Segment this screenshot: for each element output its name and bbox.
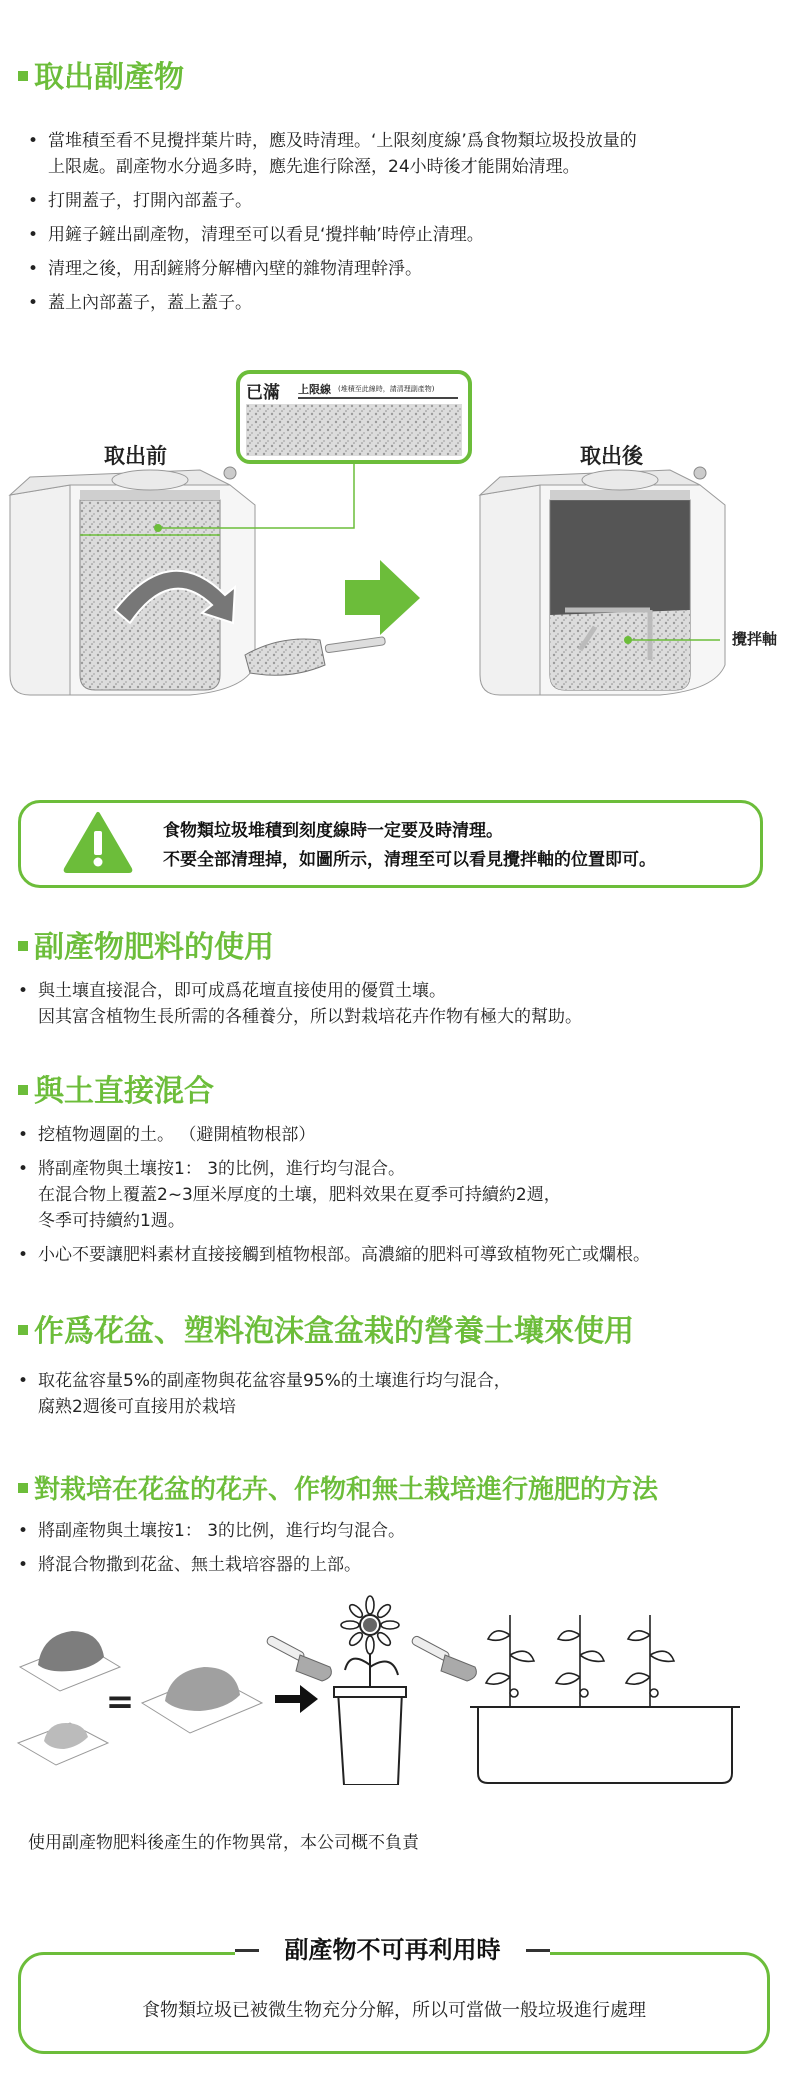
list-item: • 與土壤直接混合，即可成爲花壇直接使用的優質土壤。 因其富含植物生長所需的各種養分，所以對栽培花卉作物有極大的幫助。: [18, 978, 758, 1030]
section3-bullet-list: [18, 1122, 758, 1276]
section4-bullet-list: [18, 1368, 758, 1428]
full-label: 已滿: [246, 383, 280, 403]
title-square-icon: [18, 1483, 28, 1493]
equals-sign: =: [105, 1682, 135, 1722]
before-label: 取出前: [104, 444, 167, 468]
warning-box: [18, 800, 763, 888]
title-square-icon: [18, 1085, 28, 1095]
after-label: 取出後: [580, 444, 643, 468]
full-level-callout: [236, 370, 472, 464]
limit-line-label: 上限線: [298, 383, 331, 396]
section2-bullet-list: [18, 978, 758, 1038]
warning-triangle-icon: [63, 811, 133, 873]
arrow-right-icon: [275, 1685, 318, 1713]
section-title-fertilizer-usage: 副產物肥料的使用: [18, 928, 274, 968]
section-title-potting-soil: 作爲花盆、塑料泡沫盒盆栽的營養土壤來使用: [18, 1312, 634, 1352]
title-square-icon: [18, 71, 28, 81]
list-item: • 將副產物與土壤按1： 3的比例，進行均勻混合。: [18, 1518, 758, 1544]
list-item: • 小心不要讓肥料素材直接接觸到植物根部。高濃縮的肥料可導致植物死亡或爛根。: [18, 1242, 758, 1268]
next-arrow-icon: [345, 560, 420, 635]
trowel-icon: [411, 1635, 477, 1681]
limit-line: [298, 397, 458, 399]
planter-box-icon: [470, 1615, 740, 1783]
callout-texture: [246, 404, 462, 456]
list-item: • 用鏟子鏟出副產物，清理至可以看見‘攪拌軸’時停止清理。: [28, 222, 768, 248]
scoop-icon: [245, 637, 386, 676]
title-square-icon: [18, 1325, 28, 1335]
list-item: • 挖植物週圍的土。 （避開植物根部）: [18, 1122, 758, 1148]
callout-connector: [0, 460, 400, 540]
warning-text: 食物類垃圾堆積到刻度線時一定要及時清理。 不要全部清理掉，如圖所示，清理至可以看見攪拌軸的位置即可。: [163, 821, 656, 870]
list-item: • 當堆積至看不見攪拌葉片時，應及時清理。‘上限刻度線’爲食物類垃圾投放量的 上限處。副產物水分過多時，應先進行除溼，24小時後才能開始清理。: [28, 128, 768, 180]
section-title-remove-byproduct: 取出副產物: [18, 58, 184, 98]
section1-bullet-list: [28, 128, 768, 324]
byproduct-pile-icon: [18, 1723, 108, 1765]
section-title-fertilizing-method: 對栽培在花盆的花卉、作物和無土栽培進行施肥的方法: [18, 1470, 658, 1510]
section5-bullet-list: [18, 1518, 758, 1586]
trowel-icon: [266, 1635, 332, 1681]
agitator-label: 攪拌軸: [732, 630, 778, 648]
list-item: • 清理之後，用刮鏟將分解槽內壁的雜物清理幹淨。: [28, 256, 768, 282]
final-note-title: 副產物不可再利用時: [235, 1928, 550, 1972]
final-note-text: 食物類垃圾已被微生物充分分解，所以可當做一般垃圾進行處理: [142, 2000, 646, 2021]
limit-line-note: (堆積至此線時，請清理副產物): [338, 385, 435, 393]
machine-after: [480, 467, 725, 695]
mixing-diagram: [0, 1595, 790, 1785]
disclaimer-text: 使用副產物肥料後產生的作物異常，本公司概不負責: [28, 1833, 419, 1853]
list-item: • 將副產物與土壤按1： 3的比例，進行均勻混合。 在混合物上覆蓋2~3厘米厚度的土壤，肥料效果在夏季可持續約2週， 冬季可持續約1週。: [18, 1156, 758, 1234]
list-item: • 取花盆容量5%的副產物與花盆容量95%的土壤進行均勻混合， 腐熟2週後可直接用於栽培: [18, 1368, 758, 1420]
list-item: • 將混合物撒到花盆、無土栽培容器的上部。: [18, 1552, 758, 1578]
list-item: • 蓋上內部蓋子，蓋上蓋子。: [28, 290, 768, 316]
mixed-soil-pile-icon: [142, 1667, 262, 1733]
title-square-icon: [18, 941, 28, 951]
flower-pot-icon: [334, 1596, 406, 1785]
section-title-mix-with-soil: 與土直接混合: [18, 1072, 214, 1112]
list-item: • 打開蓋子，打開內部蓋子。: [28, 188, 768, 214]
